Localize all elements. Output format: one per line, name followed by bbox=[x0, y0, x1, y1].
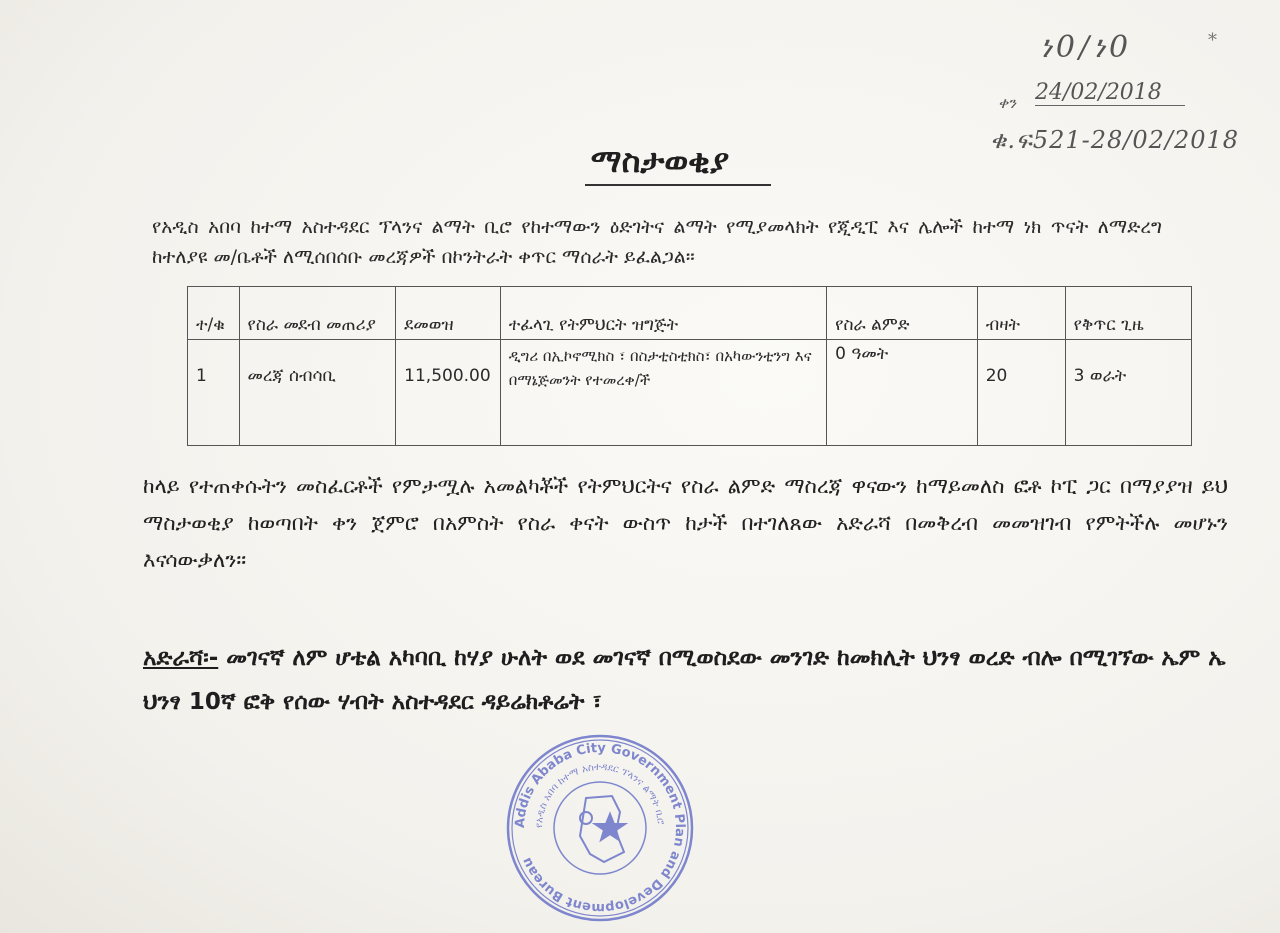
instructions-paragraph: ከላይ የተጠቀሱትን መስፈርቶች የምታሟሉ አመልካቾች የትምህርትና የስራ ልምድ ማስረጃ ዋናውን ከማይመለስ ፎቶ ኮፒ ጋር በማያያዝ ይህ ማስታወቂያ ከወጣበት ቀን ጀምሮ በአምስት የስራ ቀናት ውስጥ ከታች በተገለጸው አድራሻ በመቅረብ መመዝገብ የምትችሉ መሆኑን እናሳውቃለን። bbox=[143, 474, 1228, 572]
page-title: ማስታወቂያ bbox=[590, 142, 730, 180]
intro-paragraph: የአዲስ አበባ ከተማ አስተዳደር ፕላንና ልማት ቢሮ የከተማውን ዕድገትና ልማት የሚያመላክት የጂዲፒ እና ሌሎች ከተማ ነክ ጥናት ለማድረግ ከተለያዩ መ/ቤቶች ለሚሰበሰቡ መረጃዎች በኮንትራት ቀጥር ማሰራት ይፈልጋል። bbox=[152, 216, 1162, 268]
cell-education: ዲግሪ በኢኮኖሚክስ ፣ በስታቲስቲክስ፣ በአካውንቲንግ እና በማኔጅመንት የተመረቀ/ች bbox=[500, 340, 826, 446]
title-underline bbox=[585, 184, 771, 186]
header-duration: የቅጥር ጊዜ bbox=[1065, 287, 1191, 340]
handwritten-date: 24/02/2018 bbox=[1035, 80, 1185, 106]
handwritten-date-label: ቀን bbox=[998, 94, 1016, 112]
cell-number: 1 bbox=[188, 340, 240, 446]
table-header-row bbox=[188, 287, 1192, 340]
cell-experience: 0 ዓመት bbox=[827, 340, 978, 446]
handwritten-reference: ነ0/ነ0 bbox=[1040, 30, 1133, 65]
seal-inner-text: የአዲስ አበባ ከተማ አስተዳደር ፕላንና ልማት ቢሮ bbox=[533, 761, 666, 829]
handwritten-mark: * bbox=[1208, 30, 1217, 51]
cell-duration: 3 ወራት bbox=[1065, 340, 1191, 446]
address-block bbox=[143, 636, 1228, 724]
header-salary: ደመወዝ bbox=[396, 287, 501, 340]
header-quantity: ብዛት bbox=[977, 287, 1065, 340]
official-seal bbox=[500, 728, 700, 928]
cell-job-title: መረጃ ሰብሳቢ bbox=[239, 340, 396, 446]
header-experience: የስራ ልምድ bbox=[827, 287, 978, 340]
seal-outer-text: Addis Ababa City Government Plan and Development Bureau bbox=[512, 740, 688, 916]
table-row bbox=[188, 340, 1192, 446]
vacancy-table bbox=[187, 286, 1192, 446]
address-text: መገናኛ ለም ሆቴል አካባቢ ከሃያ ሁለት ወደ መገናኛ በሚወስደው መንገድ ከመክሊት ህንፃ ወረድ ብሎ በሚገኘው ኤም ኤ ህንፃ 10ኛ ፎቅ የሰው ሃብት አስተዳደር ዳይሬክቶሬት ፣ bbox=[143, 645, 1226, 715]
address-label: አድራሻ፡- bbox=[143, 645, 219, 671]
cell-quantity: 20 bbox=[977, 340, 1065, 446]
header-number: ተ/ቁ bbox=[188, 287, 240, 340]
handwritten-number: ቁ.ፍ521-28/02/2018 bbox=[990, 126, 1240, 154]
cell-salary: 11,500.00 bbox=[396, 340, 501, 446]
header-job-title: የስራ መደብ መጠሪያ bbox=[239, 287, 396, 340]
header-education: ተፈላጊ የትምህርት ዝግጅት bbox=[500, 287, 826, 340]
seal-emblem-icon bbox=[580, 796, 625, 862]
